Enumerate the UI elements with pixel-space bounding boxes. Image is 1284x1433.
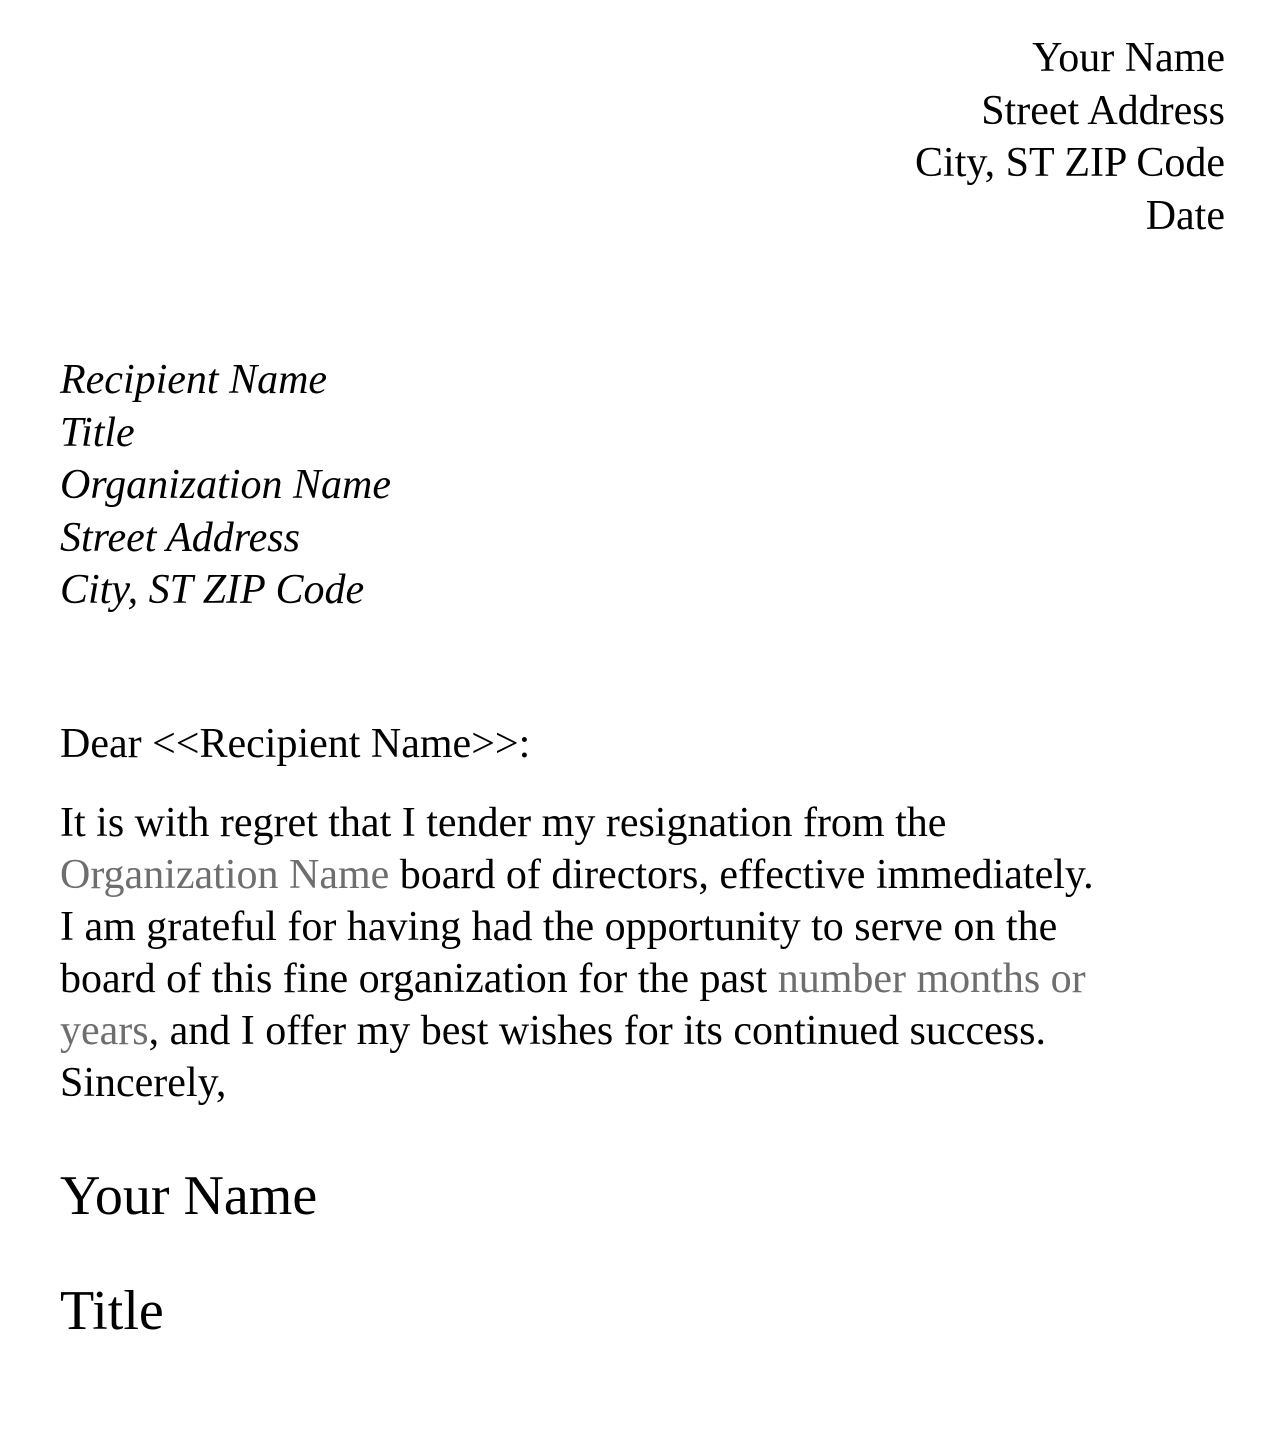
- sender-name: Your Name: [1032, 35, 1225, 81]
- body-text: I am grateful for having had the opportunity to serve on the: [60, 904, 1058, 950]
- letter-date: Date: [1145, 192, 1225, 239]
- body-text: , and I offer my best wishes for its continued success.: [148, 1008, 1046, 1054]
- body-text: board of directors, effective immediately.: [389, 852, 1094, 898]
- letter-body: [60, 797, 1230, 1109]
- duration-placeholder: number months or: [777, 956, 1086, 1002]
- body-line: [60, 1005, 1230, 1057]
- recipient-city: City, ST ZIP Code: [60, 567, 365, 613]
- recipient-name: Recipient Name: [60, 357, 328, 403]
- recipient-address-block: [60, 354, 391, 617]
- duration-placeholder: years: [60, 1008, 149, 1054]
- body-text: It is with regret that I tender my resignation from the: [60, 800, 947, 846]
- sender-address-block: [915, 32, 1225, 242]
- organization-placeholder: Organization Name: [60, 852, 390, 898]
- signature-title: Title: [60, 1280, 164, 1342]
- body-text: board of this fine organization for the past: [60, 956, 778, 1002]
- closing: Sincerely,: [60, 1060, 227, 1106]
- recipient-title: Title: [60, 409, 135, 456]
- body-line: [60, 797, 1230, 849]
- body-line: [60, 953, 1230, 1005]
- body-line: [60, 849, 1230, 901]
- recipient-organization: Organization Name: [60, 462, 391, 508]
- sender-city: City, ST ZIP Code: [915, 140, 1225, 186]
- body-line: [60, 901, 1230, 953]
- salutation: Dear <<Recipient Name>>:: [60, 721, 531, 767]
- sender-street: Street Address: [981, 87, 1225, 134]
- recipient-street: Street Address: [60, 514, 300, 561]
- signature-name: Your Name: [60, 1165, 318, 1227]
